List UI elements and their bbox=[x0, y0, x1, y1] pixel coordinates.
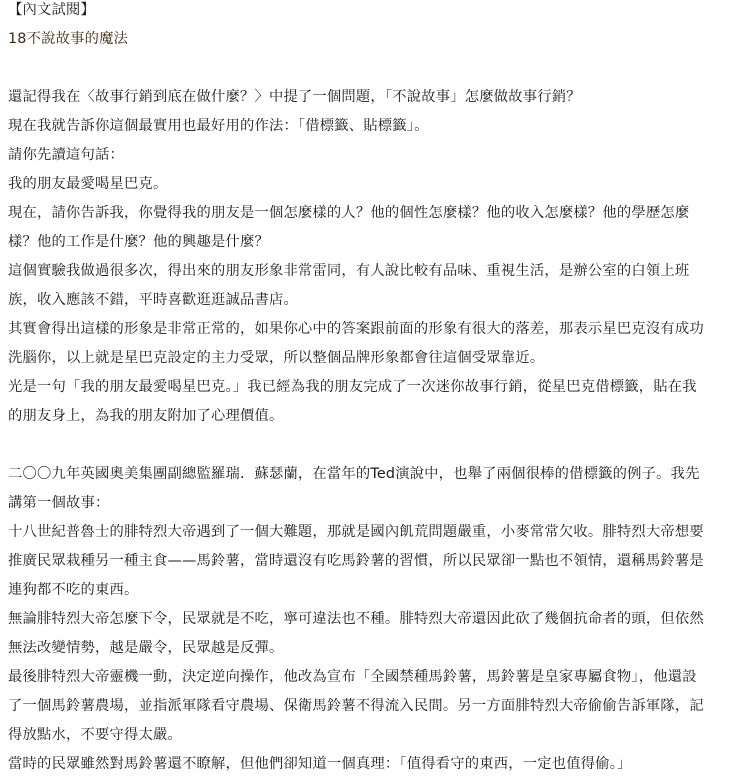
body-line: 無論腓特烈大帝怎麼下令，民眾就是不吃，寧可違法也不種。腓特烈大帝還因此砍了幾個抗命者的頭，但依然 bbox=[8, 611, 704, 627]
paragraph-gap bbox=[8, 54, 734, 83]
body-line: 最後腓特烈大帝靈機一動，決定逆向操作，他改為宣布「全國禁種馬鈴薯，馬鈴薯是皇家專屬食物」，他還設 bbox=[8, 669, 697, 685]
body-line: 的朋友身上，為我的朋友附加了心理價值。 bbox=[8, 408, 284, 424]
body-line: 講第一個故事： bbox=[8, 495, 110, 511]
body-line: 現在我就告訴你這個最實用也最好用的作法：「借標籤、貼標籤」。 bbox=[8, 118, 429, 134]
body-line: 連狗都不吃的東西。 bbox=[8, 582, 139, 598]
excerpt-tag: 【內文試閱】 bbox=[8, 2, 95, 18]
section-starbucks bbox=[8, 83, 734, 431]
body-line: 族，收入應該不錯，平時喜歡逛逛誠品書店。 bbox=[8, 292, 298, 308]
body-line: 推廣民眾栽種另一種主食——馬鈴薯，當時還沒有吃馬鈴薯的習慣，所以民眾卻一點也不領情，還稱馬鈴薯是 bbox=[8, 553, 704, 569]
chapter-title: 18不說故事的魔法 bbox=[8, 31, 129, 47]
paragraph-gap bbox=[8, 431, 734, 460]
body-line: 還記得我在〈故事行銷到底在做什麼？〉中提了一個問題，「不說故事」怎麼做故事行銷？ bbox=[8, 89, 581, 105]
body-line: 這個實驗我做過很多次，得出來的朋友形象非常雷同，有人說比較有品味、重視生活，是辦公室的白領上班 bbox=[8, 263, 690, 279]
body-line: 了一個馬鈴薯農場，並指派軍隊看守農場、保衛馬鈴薯不得流入民間。另一方面腓特烈大帝偷偷告訴軍隊，記 bbox=[8, 698, 704, 714]
body-line: 其實會得出這樣的形象是非常正常的，如果你心中的答案跟前面的形象有很大的落差，那表示星巴克沒有成功 bbox=[8, 321, 704, 337]
body-line: 請你先讀這句話： bbox=[8, 147, 124, 163]
body-line: 二〇〇九年英國奧美集團副總監羅瑞．蘇瑟蘭，在當年的Ted演說中，也舉了兩個很棒的借標籤的例子。我先 bbox=[8, 466, 700, 482]
body-line: 光是一句「我的朋友最愛喝星巴克。」我已經為我的朋友完成了一次迷你故事行銷，從星巴克借標籤，貼在我 bbox=[8, 379, 697, 395]
body-line: 洗腦你，以上就是星巴克設定的主力受眾，所以整個品牌形象都會往這個受眾靠近。 bbox=[8, 350, 545, 366]
body-line: 得放點水，不要守得太嚴。 bbox=[8, 727, 182, 743]
section-potato-story bbox=[8, 460, 734, 779]
body-line: 樣？他的工作是什麼？他的興趣是什麼？ bbox=[8, 234, 269, 250]
body-line: 當時的民眾雖然對馬鈴薯還不瞭解，但他們卻知道一個真理：「值得看守的東西，一定也值得偷。」 bbox=[8, 756, 632, 772]
body-line: 現在，請你告訴我，你覺得我的朋友是一個怎麼樣的人？他的個性怎麼樣？他的收入怎麼樣？他的學歷怎麼 bbox=[8, 205, 690, 221]
body-line: 無法改變情勢，越是嚴令，民眾越是反彈。 bbox=[8, 640, 284, 656]
body-line: 十八世紀普魯士的腓特烈大帝遇到了一個大難題，那就是國內飢荒問題嚴重，小麥常常欠收。腓特烈大帝想要 bbox=[8, 524, 704, 540]
body-line: 我的朋友最愛喝星巴克。 bbox=[8, 176, 168, 192]
